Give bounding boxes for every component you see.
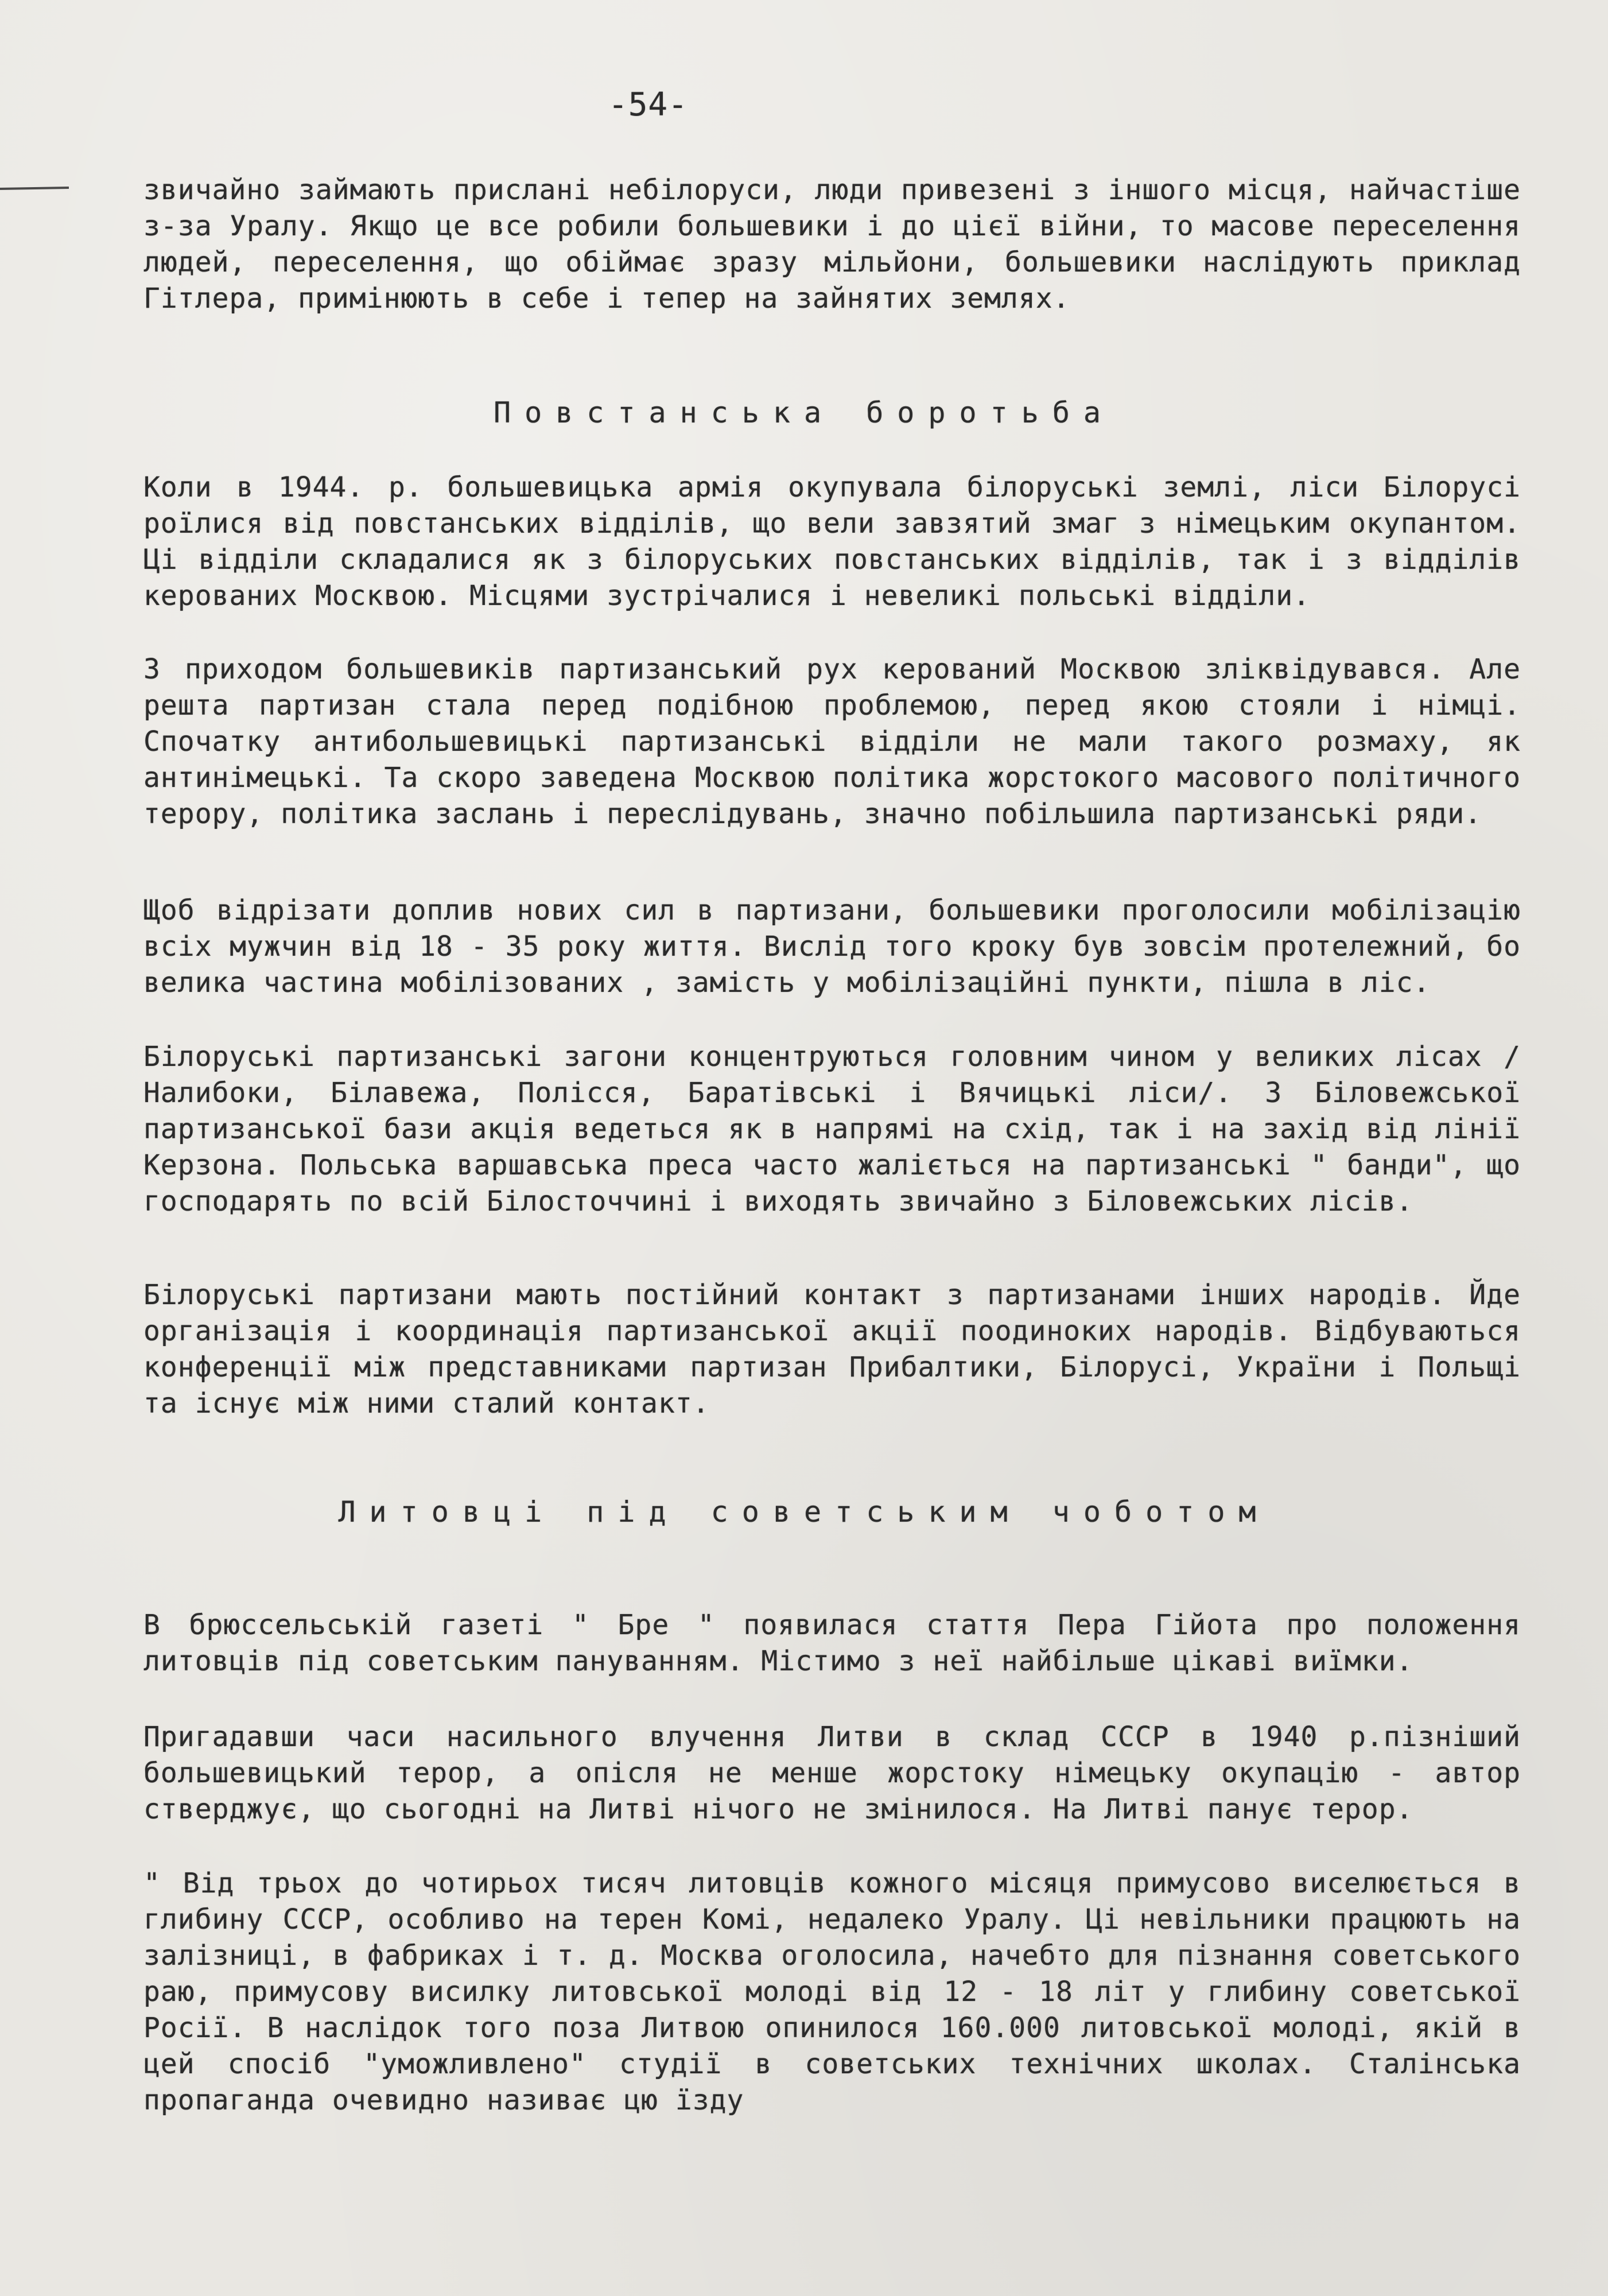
paragraph-partisan-movement: З приходом большевикiв партизанський рух керований Москвою злiквiдувався. Але решта партизан стала перед подiбною проблемою, перед якою стояли i нiмцi. Спочатку антибольшевицькi партизанськi вiддiли не мали такого розмаху, як антинiмецькi. Та скоро заведена Москвою полiтика жорстокого масового полiтичного терору, полiтика заслань i переслiдувань, значно побiльшила партизанськi ряди. — [143, 653, 1521, 830]
paragraph-continuation: звичайно займають присланi небiлоруси, люди привезенi з iншого мiсця, найчастiше з-за Уралу. Якщо це все робили большевики i до цiєї вiйни, то масове переселення людей, переселення, що обiймає зразу мiльйони, большевики наслiдують приклад Гiтлера, примiнюють в себе i тепер на зайнятих землях. — [143, 174, 1521, 315]
paragraph-forests: Бiлоруськi партизанськi загони концентруються головним чином у великих лiсах /Налибоки, Бiлавежа, Полiсся, Баратiвськi i Вячицькi лiси/. З Бiловежської партизанської бази акцiя ведеться як в напрямi на схiд, так i на захiд вiд лiнiї Керзона. Польська варшавська преса часто жалiється на партизанськi " банди", що господарять по всiй Бiлосточчинi i виходять звичайно з Бiловежських лiсiв. — [143, 1041, 1521, 1217]
paragraph-terror: Пригадавши часи насильного влучення Литви в склад СССР в 1940 р.пiзнiший большевицький терор, а опiсля не менше жорстоку нiмецьку окупацiю - автор стверджує, що сьогоднi на Литвi нiчого не змiнилося. На Литвi панує терор. — [143, 1721, 1521, 1825]
paragraph-mobilization: Щоб вiдрiзати доплив нових сил в партизани, большевики проголосили мобiлiзацiю всiх мужчин вiд 18 - 35 року життя. Вислiд того кроку був зовсiм протележний, бо велика частина мобiлiзованих , замiсть у мобiлiзацiйнi пункти, пiшла в лiс. — [143, 894, 1521, 999]
heading-insurgent-struggle: Повстанська боротьба — [493, 396, 1115, 429]
paragraph-1944-occupation: Коли в 1944. р. большевицька армiя окупувала бiлоруськi землi, лiси Бiлорусi роїлися вiд повстанських вiддiлiв, що вели завзятий змаг з нiмецьким окупантом. Цi вiддiли складалися як з бiлоруських повстанських вiддiлiв, так i з вiддiлiв керованих Москвою. Мiсцями зустрiчалися i невеликi польськi вiддiли. — [143, 471, 1521, 612]
heading-lithuanians: Литовцi пiд советським чоботом — [338, 1495, 1270, 1529]
paragraph-contacts: Бiлоруськi партизани мають постiйний контакт з партизанами iнших народiв. Йде органiзацiя i координацiя партизанської акцiї поодиноких народiв. Вiдбуваються конференцiї мiж представниками партизан Прибалтики, Бiлорусi, України i Польщi та iснує мiж ними сталий контакт. — [143, 1279, 1521, 1420]
paragraph-brussels-newspaper: В брюссельськiй газетi " Бре " появилася стаття Пера Гiйота про положення литовцiв пiд советським пануванням. Мiстимо з неї найбiльше цiкавi виїмки. — [143, 1609, 1521, 1677]
paragraph-deportations: " Вiд трьох до чотирьох тисяч литовцiв кожного мiсяця примусово виселюється в глибину СССР, особливо на терен Комi, недалеко Уралу. Цi невiльники працюють на залiзницi, в фабриках i т. д. Москва оголосила, начебто для пiзнання советського раю, примусову висилку литовської молодi вiд 12 - 18 лiт у глибину советської Росiї. В наслiдок того поза Литвою опинилося 160.000 литовської молодi, якiй в цей спосiб "уможливлено" студiї в советських технiчних школах. Сталiнська пропаганда очевидно називає цю їзду — [143, 1867, 1521, 2116]
page-number: -54- — [608, 86, 688, 123]
margin-pencil-mark — [0, 187, 69, 190]
